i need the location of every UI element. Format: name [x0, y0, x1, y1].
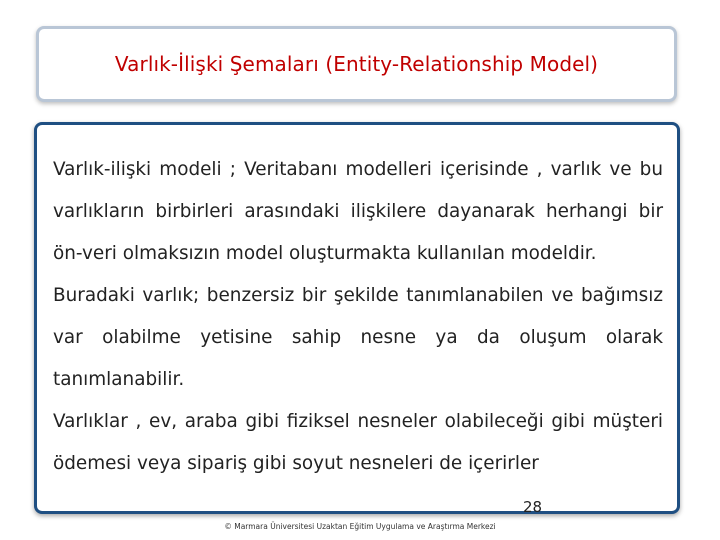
page-number: 28 — [523, 498, 543, 516]
content-box — [34, 122, 680, 514]
footer-copyright: © Marmara Üniversitesi Uzaktan Eğitim Uygulama ve Araştırma Merkezi — [224, 522, 496, 531]
paragraph-entity: Buradaki varlık; benzersiz bir şekilde tanımlanabilen ve bağımsız var olabilme yetisine sahip nesne ya da oluşum olarak tanımlanabilir. — [53, 285, 663, 390]
paragraph-definition: Varlık-ilişki modeli ; Veritabanı modelleri içerisinde , varlık ve bu varlıkların birbirleri arasındaki ilişkilere dayanarak herhangi bir ön-veri olmaksızın model oluşturmakta kullanılan modeldir. — [53, 159, 663, 264]
slide-title: Varlık-İlişki Şemaları (Entity-Relationship Model) — [114, 52, 599, 76]
title-box — [36, 26, 677, 102]
paragraph-examples: Varlıklar , ev, araba gibi fiziksel nesneler olabileceği gibi müşteri ödemesi veya sipariş gibi soyut nesneleri de içerirler — [53, 411, 663, 474]
